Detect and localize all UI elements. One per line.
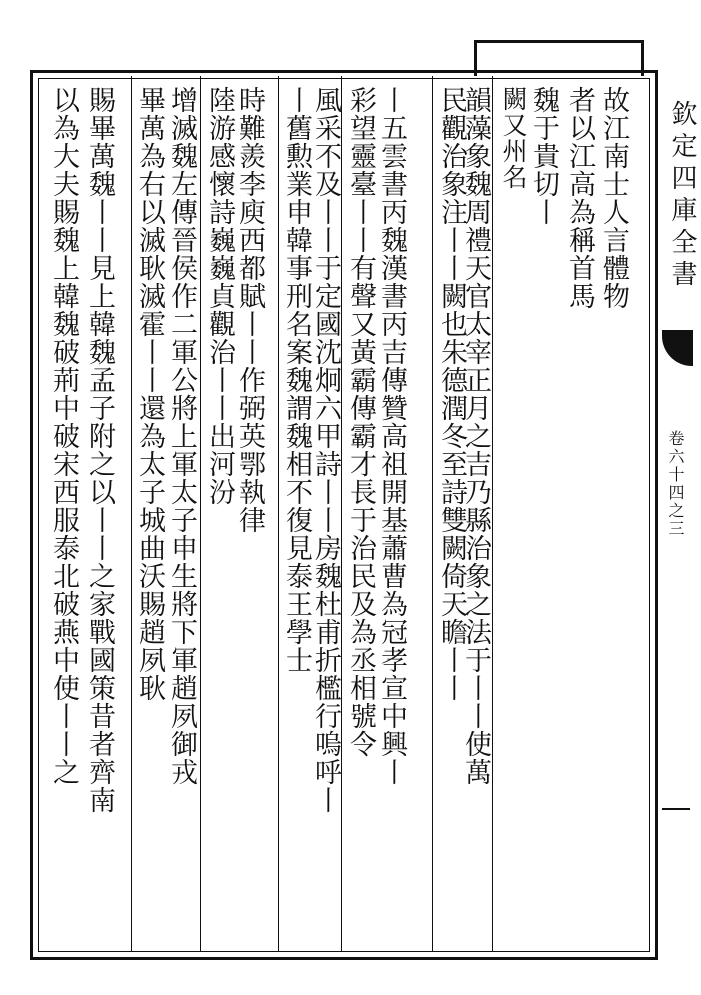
column-rule (341, 76, 342, 952)
text-column: 畢萬為右以滅耿滅霍丨丨還為太子城曲沃賜趙夙耿 (134, 86, 165, 702)
column-rule (200, 76, 201, 952)
book-title: 欽定四庫全書 (667, 100, 697, 292)
margin-tick (662, 808, 690, 810)
column-rule (492, 76, 493, 952)
text-column: 陸游感懷詩巍巍貞觀治丨丨出河汾 (204, 86, 235, 506)
text-column: 時難羨李庾西都賦丨丨作弼英鄂執律 (234, 86, 265, 534)
text-column: 闕又州名 (499, 86, 528, 190)
column-rule (432, 76, 433, 952)
column-rule (278, 76, 279, 952)
text-column: 風采不及丨丨于定國沈炯六甲詩丨丨房魏杜甫折檻行嗚呼丨 (310, 86, 341, 814)
text-column: 以為大夫賜魏上韓魏破荊中破宋西服泰北破燕中使丨丨之 (48, 86, 79, 786)
text-column: 韻藻象魏周禮天官太宰正月之吉乃縣治象之法于丨丨使萬 (460, 86, 491, 786)
volume-label: 卷六十四之三 (666, 430, 685, 538)
text-column: 者以江高為稱首馬 (564, 86, 595, 310)
text-column: 丨舊勲業申韓事刑名案魏謂魏相不復見泰王學士 (281, 86, 312, 674)
text-column: 賜畢萬魏丨丨見上韓魏孟子附之以丨丨之家戰國策昔者齊南 (84, 86, 115, 814)
text-column: 魏于貴切丨 (528, 86, 559, 226)
text-column: 丨五雲書丙魏漢書丙吉傳贊高祖開基蕭曹為冠孝宣中興丨 (376, 86, 407, 786)
column-rule (131, 76, 132, 952)
text-column: 增滅魏左傳晉侯作二軍公將上軍太子申生將下軍趙夙御戎 (166, 86, 197, 786)
text-column: 故江南士人言體物 (598, 86, 629, 310)
text-column: 民觀治象注丨丨闕也朱德潤冬至詩雙闕倚天瞻丨丨 (436, 86, 467, 702)
text-column: 彩望靈臺丨丨有聲又黃霸傳霸才長于治民及為丞相號令 (345, 86, 376, 758)
